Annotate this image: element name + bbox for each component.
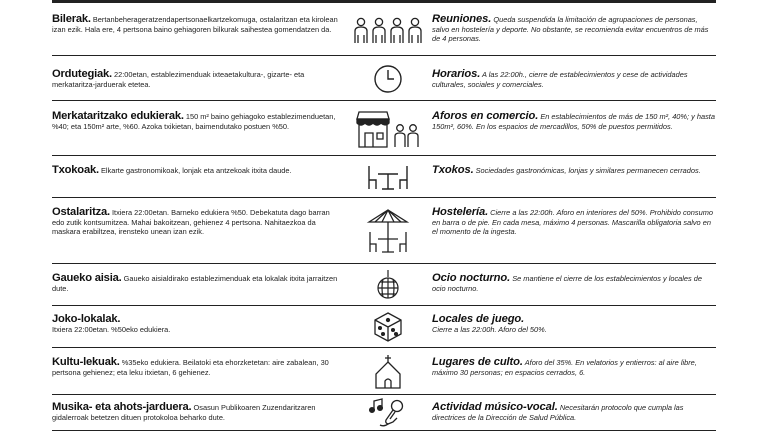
eu-cell (52, 403, 342, 422)
es-title: Reuniones. (432, 13, 492, 25)
top-rule (52, 0, 716, 3)
church-icon (348, 352, 428, 392)
eu-title: Txokoak. (52, 164, 99, 176)
es-text: Se mantiene el cierre de los establecimientos y locales de ocio nocturno. (432, 274, 703, 293)
eu-cell (52, 315, 342, 334)
eu-title: Ordutegiak. (52, 68, 112, 80)
es-text: Necesitarán protocolo que cumpla las directrices de la Dirección de Salud Pública. (432, 403, 684, 422)
es-title: Locales de juego. (432, 313, 525, 325)
eu-cell (52, 208, 342, 237)
eu-cell (52, 70, 342, 89)
eu-text: 22:00etan, establezimenduak ixteaetakultura-, gizarte- eta merkataritza-jarduerak etetea. (52, 70, 305, 89)
eu-text: Bertanbeherageratzendapertsonaelkartzekomuga, ostalaritzan eta kirolean izan ezik. Hala ere, 4 pertsona baino gehiagoren bilkurak saihestea gomendatzen da. (52, 15, 338, 34)
eu-title: Merkataritzako edukierak. (52, 110, 184, 122)
eu-text: Elkarte gastronomikoak, lonjak eta antzekoak itxita daude. (98, 166, 292, 175)
row-joko-lokalak (52, 306, 716, 348)
es-title: Horarios. (432, 68, 481, 80)
eu-title: Ostalaritza. (52, 206, 110, 218)
dice-icon (348, 310, 428, 344)
es-title: Aforos en comercio. (432, 110, 539, 122)
row-merkataritza (52, 101, 716, 156)
row-gaueko-aisia (52, 264, 716, 306)
disco-ball-icon (348, 268, 428, 302)
es-cell (432, 274, 716, 293)
es-cell (432, 166, 716, 176)
es-cell (432, 112, 716, 131)
eu-text: Itxiera 22:00etan. %50eko edukiera. (52, 324, 171, 334)
eu-text: 150 m² baino gehiagoko establezimenduetan, %40; eta 150m² arte, %60. Azoka txikietan, baimendutako postuen %50. (52, 112, 336, 131)
eu-title: Musika- eta ahots-jarduera. (52, 401, 192, 413)
row-ordutegiak (52, 56, 716, 101)
es-text: Sociedades gastronómicas, lonjas y similares permanecen cerrados. (473, 166, 701, 175)
es-text: En establecimientos de más de 150 m², 40%; y hasta 150m², 60%. En los espacios de mercadillos, 50% de puestos permitidos. (432, 112, 715, 131)
shop-icon (348, 107, 428, 151)
people-group-icon (348, 10, 428, 54)
eu-title: Joko-lokalak. (52, 313, 121, 325)
eu-title: Bilerak. (52, 13, 91, 25)
row-kultu-lekuak (52, 348, 716, 395)
terrace-umbrella-icon (348, 204, 428, 258)
es-text: Cierre a las 22:00h. Aforo del 50%. (432, 324, 547, 334)
eu-text: Osasun Publikoaren Zuzendaritzaren gidalerroak betetzen dituen protokoloa beharko dute. (52, 403, 316, 422)
es-text: Cierre a las 22:00h. Aforo en interiores del 50%. Prohibido consumo en barra o de pie. En cada mesa, máximo 4 personas. Mascarilla obligatoria salvo en el momento de la ingesta. (432, 208, 713, 237)
clock-icon (348, 60, 428, 98)
es-cell (432, 70, 716, 89)
es-title: Txokos. (432, 164, 474, 176)
eu-text: Gaueko aisialdirako establezimenduak eta lokalak itxita jarraitzen dute. (52, 274, 338, 293)
es-cell (432, 208, 716, 237)
eu-text: %35eko edukiera. Beilatoki eta ehorzketetan: aire zabalean, 30 pertsona gehienez; eta leku itxietan, 6 gehienez. (52, 358, 329, 377)
row-ostalaritza (52, 198, 716, 264)
eu-cell (52, 166, 342, 176)
es-text: Queda suspendida la limitación de agrupaciones de personas, salvo en hostelería y deporte. No obstante, se recomienda evitar encuentros de más de 4 personas. (432, 15, 709, 44)
eu-cell (52, 358, 342, 377)
eu-cell (52, 274, 342, 293)
es-title: Actividad músico-vocal. (432, 401, 558, 413)
es-title: Lugares de culto. (432, 356, 523, 368)
row-txokoak (52, 156, 716, 198)
es-text: A las 22:00h., cierre de establecimientos y cese de actividades culturales, sociales y comerciales. (432, 70, 688, 89)
music-microphone-icon (348, 397, 428, 429)
row-bilerak (52, 8, 716, 56)
eu-cell (52, 112, 342, 131)
eu-cell (52, 15, 342, 34)
eu-title: Gaueko aisia. (52, 272, 122, 284)
row-musika (52, 395, 716, 431)
es-cell (432, 315, 716, 334)
es-title: Hostelería. (432, 206, 489, 218)
es-cell (432, 15, 716, 44)
es-text: Aforo del 35%. En velatorios y entierros: al aire libre, máximo 30 personas; en espacios cerrados, 6. (432, 358, 697, 377)
es-cell (432, 358, 716, 377)
es-cell (432, 403, 716, 422)
eu-text: Itxiera 22:00etan. Barneko edukiera %50. Debekatuta dago barran edo zutik kontsumitzea. Mahai bakoitzean, gehienez 4 pertsona. Nahitaezkoa da maskara erabiltzea, irensteko unean izan ezik. (52, 208, 330, 237)
eu-title: Kultu-lekuak. (52, 356, 120, 368)
es-title: Ocio nocturno. (432, 272, 511, 284)
table-chairs-icon (348, 160, 428, 194)
